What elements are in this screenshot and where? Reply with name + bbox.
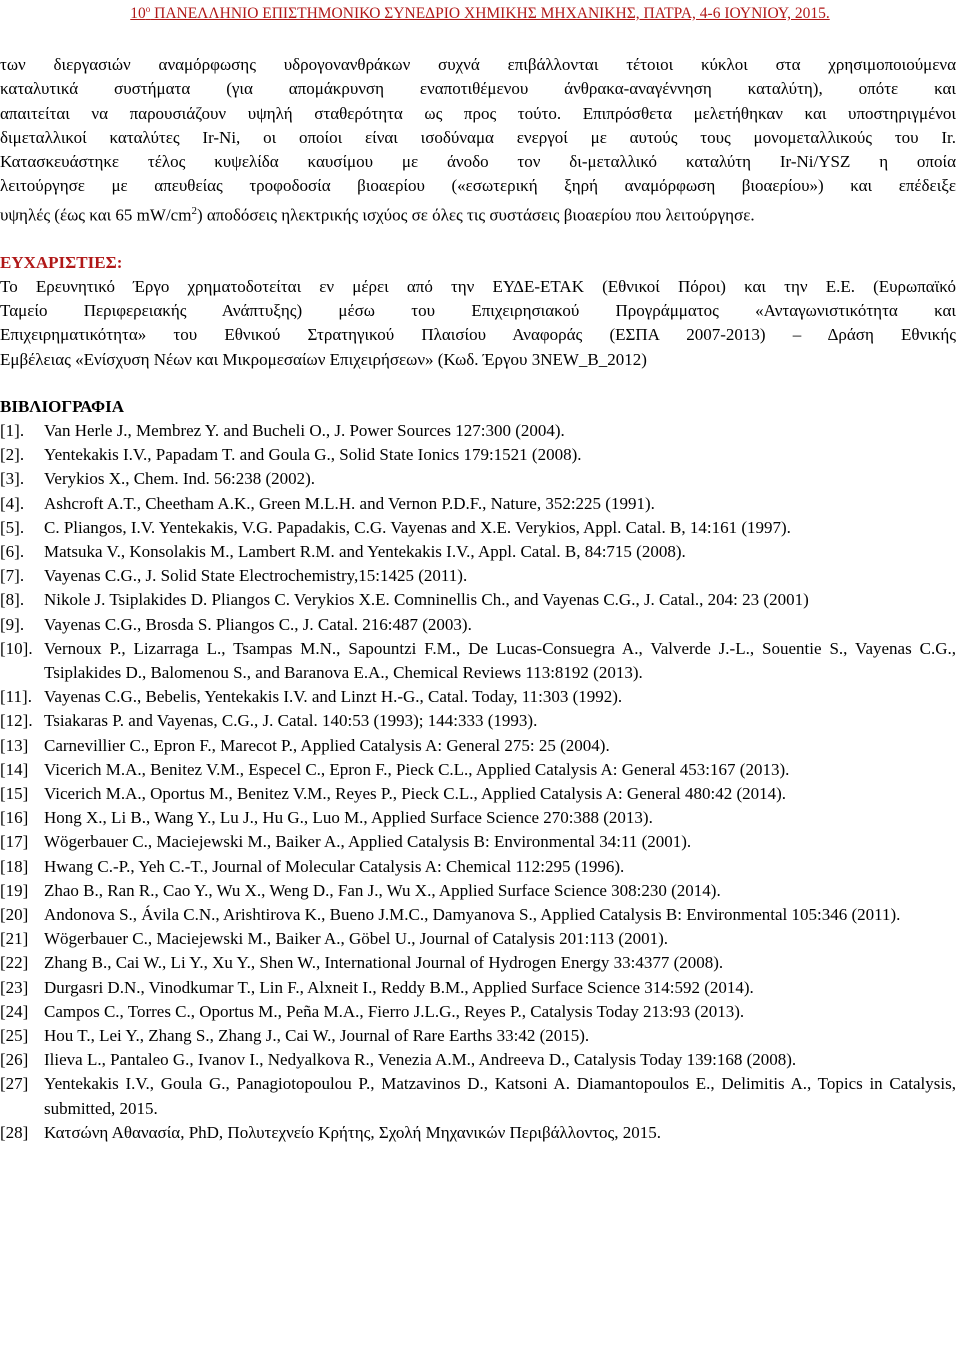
intro-line: λειτούργησε με απευθείας τροφοδοσία βιοαερίου («εσωτερική ξηρή αναμόρφωση βιοαερίου») και επέδειξε: [0, 176, 956, 196]
acknowledgements-paragraph: [0, 275, 956, 372]
reference-item: [0, 879, 956, 903]
reference-text: Yentekakis I.V., Goula G., Panagiotopoulou P., Matzavinos D., Katsoni A. Diamantopoulos E., Delimitis A., Topics in Catalysis, submitted, 2015.: [44, 1074, 956, 1118]
reference-text: C. Pliangos, I.V. Yentekakis, V.G. Papadakis, C.G. Vayenas and X.E. Verykios, Appl. Catal. B, 14:161 (1997).: [44, 517, 791, 537]
intro-line-last: [0, 199, 956, 228]
reference-text: Hou T., Lei Y., Zhang S., Zhang J., Cai W., Journal of Rare Earths 33:42 (2015).: [44, 1026, 590, 1045]
reference-number: [22]: [0, 953, 29, 973]
intro-line: απαιτείται να παρουσιάζουν υψηλή σταθερότητα ως προς τούτο. Επιπρόσθετα μελετήθηκαν και υποστηριγμένοι: [0, 103, 956, 123]
reference-text: Vayenas C.G., Brosda S. Pliangos C., J. Catal. 216:487 (2003).: [44, 614, 472, 634]
reference-text: Wögerbauer C., Maciejewski M., Baiker A., Applied Catalysis B: Environmental 34:11 (2001).: [44, 832, 692, 852]
intro-line: διμεταλλικοί καταλύτες Ir-Ni, οι οποίοι είναι ισοδύναμα ενεργοί με αυτούς τους μονομεταλλικούς του Ir.: [0, 127, 956, 147]
intro-line: καταλυτικά συστήματα (για απομάκρυνση εναποτιθέμενου άνθρακα-αναγέννηση καταλύτη), οπότε και: [0, 79, 956, 99]
reference-item: [0, 855, 956, 879]
reference-number: [9].: [0, 614, 25, 634]
reference-text: Wögerbauer C., Maciejewski M., Baiker A., Göbel U., Journal of Catalysis 201:113 (2001).: [44, 929, 668, 949]
reference-item: [0, 467, 956, 491]
header-ordinal: ο: [145, 4, 151, 14]
reference-number: [24]: [0, 1001, 29, 1021]
reference-item: [0, 758, 956, 782]
reference-item: [0, 903, 956, 927]
reference-text: Matsuka V., Konsolakis M., Lambert R.M. and Yentekakis I.V., Appl. Catal. B, 84:715 (2008).: [44, 541, 686, 561]
reference-text: Vayenas C.G., J. Solid State Electrochemistry,15:1425 (2011).: [44, 566, 468, 586]
reference-item: [0, 1121, 956, 1145]
reference-item: [0, 1072, 956, 1120]
reference-item: [0, 830, 956, 854]
reference-item: [0, 564, 956, 588]
reference-text: Durgasri D.N., Vinodkumar T., Lin F., Alxneit I., Reddy B.M., Applied Surface Science 314:592 (2014).: [44, 977, 754, 997]
intro-last-before: υψηλές (έως και 65 mW/cm: [0, 205, 192, 225]
reference-number: [3].: [0, 469, 25, 489]
reference-text: Andonova S., Ávila C.N., Arishtirova K., Bueno J.M.C., Damyanova S., Applied Catalysis B: Environmental 105:346 (2011).: [44, 904, 901, 924]
reference-item: [0, 806, 956, 830]
intro-paragraph: [0, 53, 956, 228]
reference-number: [8].: [0, 590, 25, 610]
reference-text: Zhao B., Ran R., Cao Y., Wu X., Weng D., Fan J., Wu X., Applied Surface Science 308:230 (2014).: [44, 880, 721, 900]
reference-item: [0, 588, 956, 612]
reference-text: Κατσώνη Αθανασία, PhD, Πολυτεχνείο Κρήτης, Σχολή Μηχανικών Περιβάλλοντος, 2015.: [44, 1122, 662, 1142]
reference-number: [10].: [0, 638, 33, 658]
ack-line: Επιχειρηματικότητα» του Εθνικού Στρατηγικού Πλαισίου Αναφοράς (ΕΣΠΑ 2007-2013) – Δράση Εθνικής: [0, 325, 956, 345]
reference-number: [14]: [0, 759, 29, 779]
reference-text: Ashcroft A.T., Cheetham A.K., Green M.L.H. and Vernon P.D.F., Nature, 352:225 (1991).: [44, 493, 655, 513]
ack-line: Το Ερευνητικό Έργο χρηματοδοτείται εν μέρει από την ΕΥΔΕ-ΕΤΑΚ (Εθνικοί Πόροι) και την Ε.Ε. (Ευρωπαϊκό: [0, 276, 956, 296]
superscript-2: 2: [191, 204, 197, 217]
reference-list: [0, 419, 956, 1145]
ack-line-last: Εμβέλειας «Ενίσχυση Νέων και Μικρομεσαίων Επιχειρήσεων» (Κωδ. Έργου 3NEW_B_2012): [0, 349, 647, 369]
reference-number: [13]: [0, 735, 29, 755]
conference-header: [0, 4, 960, 23]
reference-item: [0, 540, 956, 564]
reference-text: Van Herle J., Membrez Y. and Bucheli O., J. Power Sources 127:300 (2004).: [44, 420, 565, 440]
reference-number: [5].: [0, 517, 25, 537]
reference-text: Nikole J. Tsiplakides D. Pliangos C. Verykios X.E. Comninellis Ch., and Vayenas C.G., J. Catal., 204: 23 (2001): [44, 590, 809, 610]
reference-number: [25]: [0, 1026, 29, 1045]
reference-text: Yentekakis I.V., Papadam T. and Goula G., Solid State Ionics 179:1521 (2008).: [44, 445, 582, 465]
reference-number: [21]: [0, 929, 29, 949]
reference-item: [0, 709, 956, 733]
header-number: 10: [130, 5, 146, 23]
reference-text: Tsiakaras P. and Vayenas, C.G., J. Catal. 140:53 (1993); 144:333 (1993).: [44, 711, 538, 731]
reference-text: Vicerich M.A., Benitez V.M., Especel C., Epron F., Pieck C.L., Applied Catalysis A: General 453:167 (2013).: [44, 759, 790, 779]
page-content: [0, 53, 956, 1145]
reference-item: [0, 734, 956, 758]
reference-number: [2].: [0, 445, 25, 465]
reference-text: Campos C., Torres C., Oportus M., Peña M.A., Fierro J.L.G., Reyes P., Catalysis Today 213:93 (2013).: [44, 1001, 745, 1021]
reference-number: [11].: [0, 687, 32, 707]
header-text: ΠΑΝΕΛΛΗΝΙΟ ΕΠΙΣΤΗΜΟΝΙΚΟ ΣΥΝΕΔΡΙΟ ΧΗΜΙΚΗΣ ΜΗΧΑΝΙΚΗΣ, ΠΑΤΡΑ, 4-6 ΙΟΥΝΙΟΥ, 2015.: [150, 5, 830, 23]
reference-item: [0, 443, 956, 467]
reference-text: Verykios X., Chem. Ind. 56:238 (2002).: [44, 469, 316, 489]
reference-number: [1].: [0, 420, 25, 440]
reference-number: [26]: [0, 1050, 29, 1070]
reference-number: [12].: [0, 711, 33, 731]
reference-text: Carnevillier C., Epron F., Marecot P., Applied Catalysis A: General 275: 25 (2004).: [44, 735, 610, 755]
reference-item: [0, 613, 956, 637]
reference-item: [0, 1000, 956, 1024]
reference-text: Hong X., Li B., Wang Y., Lu J., Hu G., Luo M., Applied Surface Science 270:388 (2013).: [44, 808, 653, 828]
reference-number: [28]: [0, 1122, 29, 1142]
reference-number: [15]: [0, 783, 29, 803]
reference-text: Vicerich M.A., Oportus M., Benitez V.M., Reyes P., Pieck C.L., Applied Catalysis A: General 480:42 (2014).: [44, 783, 787, 803]
reference-item: [0, 927, 956, 951]
bibliography-title: ΒΙΒΛΙΟΓΡΑΦΙΑ: [0, 396, 125, 416]
reference-item: [0, 782, 956, 806]
reference-item: [0, 976, 956, 1000]
reference-number: [7].: [0, 566, 25, 586]
ack-line: Ταμείο Περιφερειακής Ανάπτυξης) μέσω του Επιχειρησιακού Προγράμματος «Ανταγωνιστικότητα και: [0, 301, 956, 321]
reference-item: [0, 1024, 956, 1048]
reference-number: [6].: [0, 541, 25, 561]
reference-item: [0, 685, 956, 709]
reference-number: [20]: [0, 904, 29, 924]
intro-last-after: ) αποδόσεις ηλεκτρικής ισχύος σε όλες τις συστάσεις βιοαερίου που λειτούργησε.: [196, 205, 755, 225]
reference-text: Zhang B., Cai W., Li Y., Xu Y., Shen W., International Journal of Hydrogen Energy 33:4377 (2008).: [44, 953, 724, 973]
intro-line: των διεργασιών αναμόρφωσης υδρογονανθράκων συχνά επιβάλλονται τέτοιοι κύκλοι στα χρησιμοποιούμενα: [0, 55, 956, 74]
reference-item: [0, 516, 956, 540]
reference-item: [0, 419, 956, 443]
reference-text: Vernoux P., Lizarraga L., Tsampas M.N., Sapountzi F.M., De Lucas-Consuegra A., Valverde J.-L., Souentie S., Vayenas C.G., Tsiplakides D., Balomenou S., and Baranova E.A., Chemical Reviews 113:8192 (2013).: [44, 638, 956, 682]
reference-number: [23]: [0, 977, 29, 997]
reference-number: [16]: [0, 808, 29, 828]
reference-number: [19]: [0, 880, 29, 900]
reference-item: [0, 951, 956, 975]
reference-text: Ilieva L., Pantaleo G., Ivanov I., Nedyalkova R., Venezia A.M., Andreeva D., Catalysis Today 139:168 (2008).: [44, 1050, 797, 1070]
reference-text: Vayenas C.G., Bebelis, Yentekakis I.V. and Linzt H.-G., Catal. Today, 11:303 (1992).: [44, 687, 623, 707]
intro-line: Κατασκευάστηκε τέλος κυψελίδα καυσίμου με άνοδο τον δι-μεταλλικό καταλύτη Ir-Ni/YSZ η οποία: [0, 152, 956, 172]
reference-number: [17]: [0, 832, 29, 852]
reference-number: [27]: [0, 1074, 29, 1094]
reference-item: [0, 1048, 956, 1072]
reference-number: [4].: [0, 493, 25, 513]
acknowledgements-title: ΕΥΧΑΡΙΣΤΙΕΣ:: [0, 252, 123, 272]
reference-item: [0, 492, 956, 516]
reference-text: Hwang C.-P., Yeh C.-T., Journal of Molecular Catalysis A: Chemical 112:295 (1996).: [44, 856, 625, 876]
reference-number: [18]: [0, 856, 29, 876]
reference-item: [0, 637, 956, 685]
